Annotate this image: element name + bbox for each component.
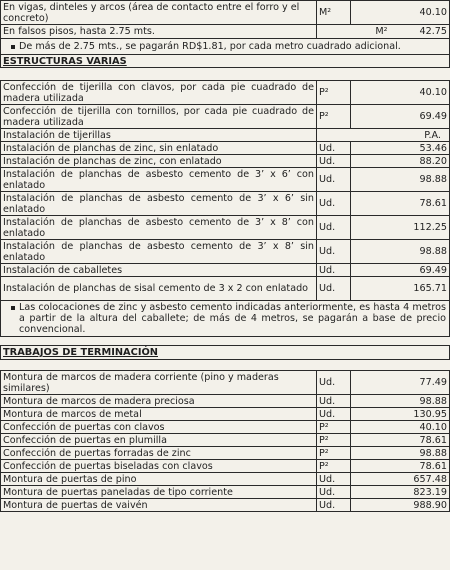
note-cell xyxy=(1,301,450,337)
table-row xyxy=(1,129,450,142)
note-cell xyxy=(1,39,450,55)
spacer-row xyxy=(1,360,450,371)
table-row xyxy=(1,192,450,216)
row-unit: P² xyxy=(317,447,351,460)
row-unit: Ud. xyxy=(317,142,351,155)
section-heading-terminacion: TRABAJOS DE TERMINACIÓN xyxy=(1,346,450,360)
row-unit: Ud. xyxy=(317,168,351,192)
row-unit: Ud. xyxy=(317,264,351,277)
table-row xyxy=(1,434,450,447)
section-header-row xyxy=(1,346,450,360)
row-description: Instalación de planchas de sisal cemento de 3 x 2 con enlatado xyxy=(1,277,317,301)
row-amount: 78.61 xyxy=(351,192,450,216)
row-description: Instalación de planchas de asbesto cemento de 3’ x 6’ con enlatado xyxy=(1,168,317,192)
note-row xyxy=(1,39,450,55)
table-row xyxy=(1,264,450,277)
note-text: Las colocaciones de zinc y asbesto cemento indicadas anteriormente, es hasta 4 metros a partir de la altura del caballete; de más de 4 metros, se pagarán a base de precio convencional. xyxy=(19,302,446,335)
table-row xyxy=(1,25,450,39)
row-amount: 98.88 xyxy=(351,395,450,408)
row-amount: 165.71 xyxy=(351,277,450,301)
table-row xyxy=(1,421,450,434)
table-row xyxy=(1,1,450,25)
section-heading-estructuras: ESTRUCTURAS VARIAS xyxy=(1,55,450,68)
table-row xyxy=(1,499,450,512)
section-header-row xyxy=(1,55,450,68)
row-unit: Ud. xyxy=(317,395,351,408)
row-amount: 98.88 xyxy=(351,168,450,192)
table-row xyxy=(1,155,450,168)
bullet-icon xyxy=(11,306,15,310)
row-unit: P² xyxy=(317,81,351,105)
row-description: Montura de marcos de metal xyxy=(1,408,317,421)
row-unit: Ud. xyxy=(317,155,351,168)
row-amount: 98.88 xyxy=(351,447,450,460)
table-row xyxy=(1,408,450,421)
row-unit: M² xyxy=(375,26,388,37)
row-amount: 98.88 xyxy=(351,240,450,264)
table-row xyxy=(1,105,450,129)
row-description: Instalación de caballetes xyxy=(1,264,317,277)
table-row xyxy=(1,447,450,460)
note-text: De más de 2.75 mts., se pagarán RD$1.81, por cada metro cuadrado adicional. xyxy=(19,41,401,52)
row-amount: 77.49 xyxy=(351,371,450,395)
row-description: En vigas, dinteles y arcos (área de contacto entre el forro y el concreto) xyxy=(1,1,317,25)
table-row xyxy=(1,460,450,473)
row-amount: 40.10 xyxy=(351,421,450,434)
table-row xyxy=(1,395,450,408)
row-amount: 53.46 xyxy=(351,142,450,155)
row-description: Confección de tijerilla con clavos, por cada pie cuadrado de madera utilizada xyxy=(1,81,317,105)
row-description: Montura de marcos de madera corriente (pino y maderas similares) xyxy=(1,371,317,395)
row-unit: Ud. xyxy=(317,216,351,240)
row-amount: P.A. xyxy=(317,129,450,142)
row-unit-amount xyxy=(317,25,450,39)
row-amount: 40.10 xyxy=(351,81,450,105)
row-unit: P² xyxy=(317,105,351,129)
row-amount: 88.20 xyxy=(351,155,450,168)
table-row xyxy=(1,216,450,240)
row-description: Instalación de planchas de zinc, con enlatado xyxy=(1,155,317,168)
table-row xyxy=(1,473,450,486)
row-amount: 69.49 xyxy=(351,105,450,129)
table-row xyxy=(1,142,450,155)
row-unit: P² xyxy=(317,434,351,447)
row-description: Montura de marcos de madera preciosa xyxy=(1,395,317,408)
row-unit: Ud. xyxy=(317,473,351,486)
row-unit: Ud. xyxy=(317,277,351,301)
row-amount: 42.75 xyxy=(419,26,447,37)
row-unit: Ud. xyxy=(317,371,351,395)
row-unit: M² xyxy=(317,1,351,25)
row-unit: Ud. xyxy=(317,408,351,421)
table-row xyxy=(1,168,450,192)
row-description: En falsos pisos, hasta 2.75 mts. xyxy=(1,25,317,39)
row-unit: Ud. xyxy=(317,486,351,499)
row-description: Montura de puertas de pino xyxy=(1,473,317,486)
table-row xyxy=(1,277,450,301)
table-row xyxy=(1,240,450,264)
row-description: Instalación de planchas de asbesto cemento de 3’ x 6’ sin enlatado xyxy=(1,192,317,216)
table-row xyxy=(1,371,450,395)
row-amount: 78.61 xyxy=(351,460,450,473)
row-description: Confección de puertas con clavos xyxy=(1,421,317,434)
row-amount: 69.49 xyxy=(351,264,450,277)
row-amount: 657.48 xyxy=(351,473,450,486)
row-description: Montura de puertas de vaivén xyxy=(1,499,317,512)
row-description: Instalación de tijerillas xyxy=(1,129,317,142)
row-unit: P² xyxy=(317,460,351,473)
row-description: Confección de tijerilla con tornillos, por cada pie cuadrado de madera utilizada xyxy=(1,105,317,129)
row-description: Confección de puertas en plumilla xyxy=(1,434,317,447)
row-description: Confección de puertas biseladas con clavos xyxy=(1,460,317,473)
row-unit: Ud. xyxy=(317,240,351,264)
row-amount: 112.25 xyxy=(351,216,450,240)
row-description: Instalación de planchas de asbesto cemento de 3’ x 8’ con enlatado xyxy=(1,216,317,240)
row-amount: 130.95 xyxy=(351,408,450,421)
row-description: Confección de puertas forradas de zinc xyxy=(1,447,317,460)
table-row xyxy=(1,81,450,105)
spacer-row xyxy=(1,68,450,81)
row-amount: 78.61 xyxy=(351,434,450,447)
row-unit: Ud. xyxy=(317,499,351,512)
row-unit: Ud. xyxy=(317,192,351,216)
row-amount: 40.10 xyxy=(351,1,450,25)
row-amount: 988.90 xyxy=(351,499,450,512)
row-description: Instalación de planchas de zinc, sin enlatado xyxy=(1,142,317,155)
bullet-icon xyxy=(11,45,15,49)
table-row xyxy=(1,486,450,499)
row-description: Instalación de planchas de asbesto cemento de 3’ x 8’ sin enlatado xyxy=(1,240,317,264)
note-row xyxy=(1,301,450,337)
row-unit: P² xyxy=(317,421,351,434)
row-description: Montura de puertas paneladas de tipo corriente xyxy=(1,486,317,499)
row-amount: 823.19 xyxy=(351,486,450,499)
spacer-row xyxy=(1,337,450,346)
